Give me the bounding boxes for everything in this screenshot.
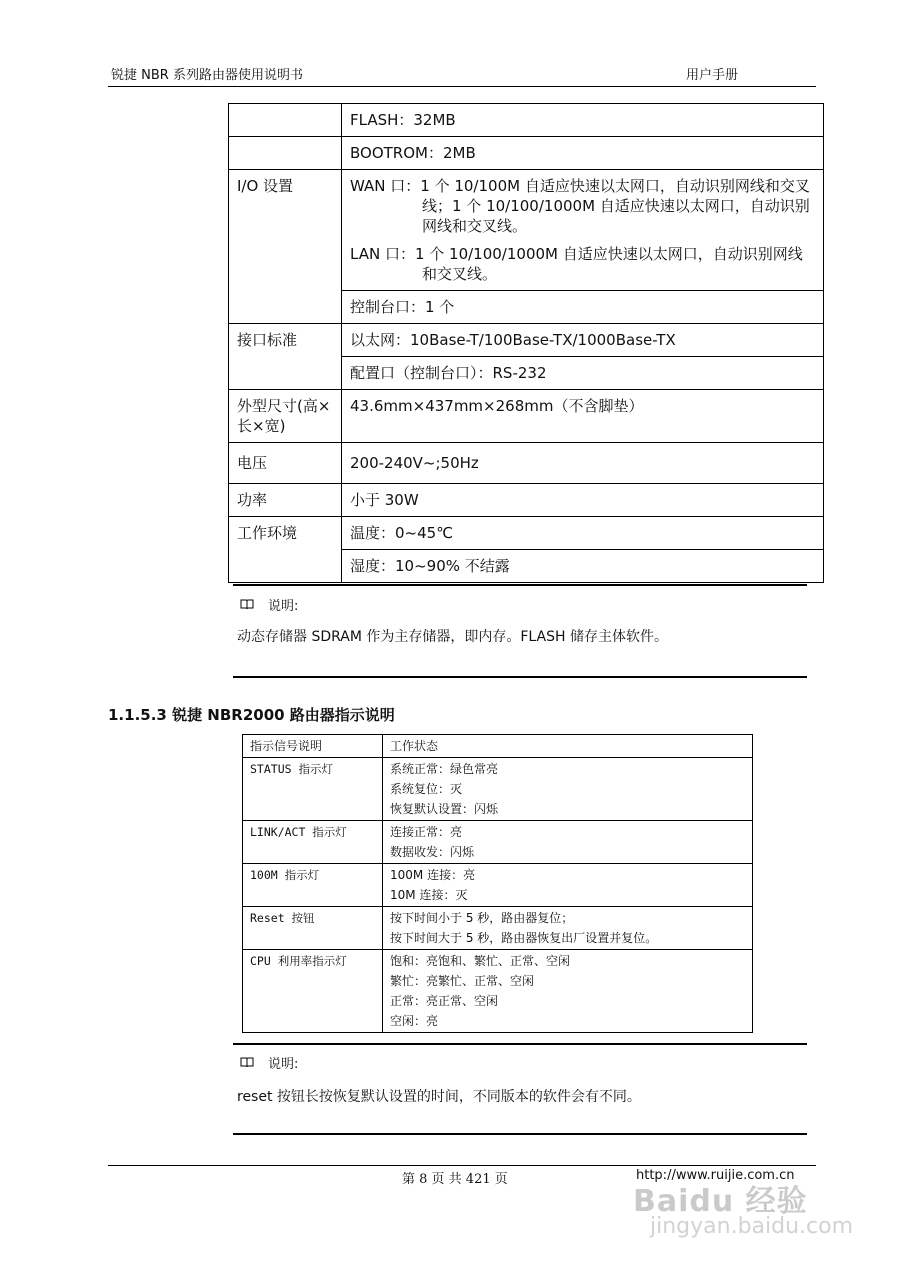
- indicator-state: 系统复位：灭: [390, 782, 463, 796]
- baidu-watermark-url: jingyan.baidu.com: [650, 1214, 854, 1239]
- indicator-signal: LINK/ACT 指示灯: [243, 821, 383, 864]
- spec-io-console: 控制台口：1 个: [342, 291, 824, 324]
- spec-row-env: [229, 517, 824, 550]
- indicator-row-status: [243, 758, 753, 821]
- spec-env-humidity: 湿度：10~90% 不结露: [342, 550, 824, 583]
- indicator-header-signal: 指示信号说明: [243, 735, 383, 758]
- indicator-signal: Reset 按钮: [243, 907, 383, 950]
- spec-env-label: 工作环境: [229, 517, 342, 583]
- indicator-state: 数据收发：闪烁: [390, 845, 475, 859]
- note-top-rule: [233, 1043, 807, 1045]
- spec-power-value: 小于 30W: [342, 484, 824, 517]
- spec-table: [228, 103, 824, 583]
- footer-url: http://www.ruijie.com.cn: [636, 1168, 795, 1183]
- indicator-row-cpu: [243, 950, 753, 1033]
- spec-row-io: [229, 170, 824, 291]
- indicator-header-row: [243, 735, 753, 758]
- header-rule: [108, 86, 816, 87]
- spec-row-bootrom: [229, 137, 824, 170]
- spec-iface-eth: 以太网：10Base-T/100Base-TX/1000Base-TX: [342, 324, 824, 357]
- spec-bootrom: BOOTROM：2MB: [342, 137, 824, 170]
- spec-iface-cfg: 配置口（控制台口）：RS-232: [342, 357, 824, 390]
- spec-row-voltage: [229, 443, 824, 484]
- indicator-table: [242, 734, 753, 1033]
- indicator-state: 100M 连接：亮: [390, 868, 476, 882]
- indicator-states: [383, 821, 753, 864]
- indicator-state: 空闲：亮: [390, 1014, 439, 1028]
- spec-io-lan: LAN 口：1 个 10/100/1000M 自适应快速以太网口，自动识别网线和交叉线。: [350, 245, 803, 283]
- spec-row-flash: [229, 104, 824, 137]
- note-label-text: 说明:: [268, 1057, 299, 1072]
- note-bottom-rule: [233, 676, 807, 678]
- header-manual-label: 用户手册: [686, 68, 739, 83]
- indicator-state: 按下时间大于 5 秒，路由器恢复出厂设置并复位。: [390, 931, 658, 945]
- spec-size-label: 外型尺寸(高×长×宽): [229, 390, 342, 443]
- indicator-state: 繁忙：亮繁忙、正常、空闲: [390, 974, 535, 988]
- spec-io-wan: WAN 口：1 个 10/100M 自适应快速以太网口，自动识别网线和交叉线；1 个 10/100/1000M 自适应快速以太网口，自动识别网线和交叉线。: [350, 177, 810, 235]
- spec-row-power: [229, 484, 824, 517]
- spec-voltage-value: 200-240V~;50Hz: [342, 443, 824, 484]
- indicator-states: [383, 907, 753, 950]
- spec-label-cell: [229, 104, 342, 137]
- indicator-state: 按下时间小于 5 秒，路由器复位；: [390, 911, 574, 925]
- book-icon: [240, 599, 254, 610]
- indicator-row-reset: [243, 907, 753, 950]
- note-text: reset 按钮长按恢复默认设置的时间，不同版本的软件会有不同。: [237, 1089, 641, 1105]
- header-title: 锐捷 NBR 系列路由器使用说明书: [111, 68, 303, 83]
- spec-label-cell: [229, 137, 342, 170]
- footer-rule: [108, 1165, 816, 1166]
- indicator-states: [383, 758, 753, 821]
- spec-io-label: I/O 设置: [229, 170, 342, 324]
- indicator-state: 系统正常：绿色常亮: [390, 762, 499, 776]
- spec-power-label: 功率: [229, 484, 342, 517]
- book-icon: [240, 1057, 254, 1068]
- baidu-watermark: Baidu 经验: [633, 1184, 808, 1219]
- note-bottom-rule: [233, 1133, 807, 1135]
- spec-size-value: 43.6mm×437mm×268mm（不含脚垫）: [342, 390, 824, 443]
- spec-row-iface: [229, 324, 824, 357]
- note-label-text: 说明:: [268, 599, 299, 614]
- indicator-header-state: 工作状态: [383, 735, 753, 758]
- spec-env-temp: 温度：0~45℃: [342, 517, 824, 550]
- indicator-state: 恢复默认设置：闪烁: [390, 802, 499, 816]
- spec-io-ports: [342, 170, 824, 291]
- note-top-rule: [233, 584, 807, 586]
- note-text: 动态存储器 SDRAM 作为主存储器，即内存。FLASH 储存主体软件。: [237, 629, 668, 645]
- spec-row-size: [229, 390, 824, 443]
- spec-flash: FLASH：32MB: [342, 104, 824, 137]
- spec-iface-label: 接口标准: [229, 324, 342, 390]
- indicator-signal: STATUS 指示灯: [243, 758, 383, 821]
- note-label: [240, 595, 298, 614]
- footer-page-number: 第 8 页 共 421 页: [402, 1172, 508, 1187]
- indicator-state: 连接正常：亮: [390, 825, 463, 839]
- indicator-state: 正常：亮正常、空闲: [390, 994, 499, 1008]
- indicator-states: [383, 864, 753, 907]
- indicator-states: [383, 950, 753, 1033]
- indicator-signal: CPU 利用率指示灯: [243, 950, 383, 1033]
- indicator-state: 10M 连接：灭: [390, 888, 468, 902]
- section-title: 1.1.5.3 锐捷 NBR2000 路由器指示说明: [108, 706, 395, 724]
- note-label: [240, 1053, 298, 1072]
- indicator-row-100m: [243, 864, 753, 907]
- spec-voltage-label: 电压: [229, 443, 342, 484]
- indicator-signal: 100M 指示灯: [243, 864, 383, 907]
- indicator-state: 饱和：亮饱和、繁忙、正常、空闲: [390, 954, 571, 968]
- indicator-row-link: [243, 821, 753, 864]
